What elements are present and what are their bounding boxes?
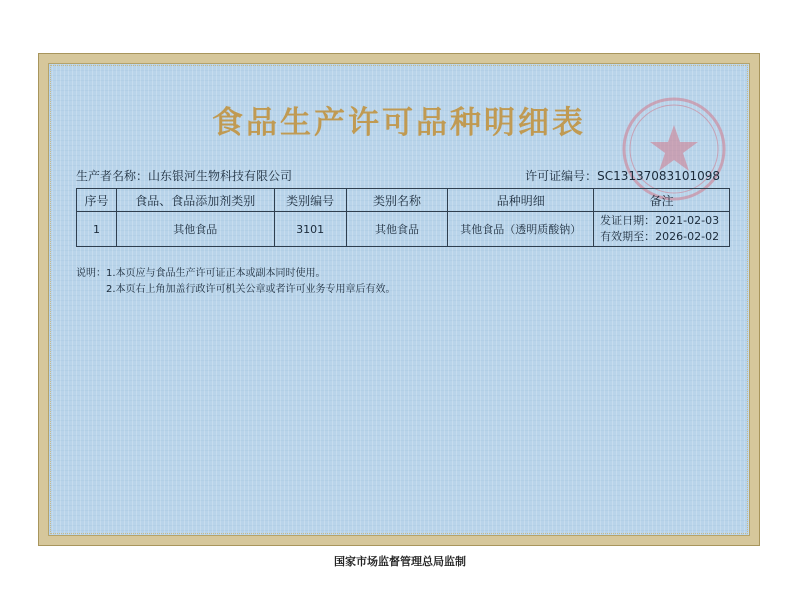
variety-table (76, 188, 730, 247)
column-header: 备注 (594, 189, 730, 212)
row-variety-detail: 其他食品（透明质酸钠） (448, 212, 594, 247)
license-number: SC13137083101098 (597, 169, 720, 183)
document-title: 食品生产许可品种明细表 (212, 105, 586, 141)
note-line-2: 2.本页右上角加盖行政许可机关公章或者许可业务专用章后有效。 (106, 284, 396, 295)
issue-date: 发证日期：2021-02-03 (600, 214, 720, 227)
producer-row (76, 167, 292, 184)
column-header: 品种明细 (448, 189, 594, 212)
notes (76, 266, 396, 298)
note-line-1: 说明：1.本页应与食品生产许可证正本或副本同时使用。 (76, 268, 326, 279)
table-header-row (77, 189, 730, 212)
certificate-frame (38, 53, 760, 546)
row-remark (594, 212, 730, 247)
license-label: 许可证编号： (525, 169, 598, 183)
valid-until-date: 有效期至：2026-02-02 (600, 230, 720, 243)
row-category-name: 其他食品 (346, 212, 448, 247)
column-header: 食品、食品添加剂类别 (116, 189, 274, 212)
red-seal-star-icon (620, 95, 728, 203)
column-header: 类别编号 (274, 189, 346, 212)
producer-name: 山东银河生物科技有限公司 (148, 169, 293, 183)
footer-issuer: 国家市场监督管理总局监制 (334, 555, 466, 568)
producer-label: 生产者名称： (76, 169, 149, 183)
row-category-code: 3101 (274, 212, 346, 247)
row-index: 1 (77, 212, 117, 247)
column-header: 序号 (77, 189, 117, 212)
license-row (525, 167, 720, 184)
table-row (77, 212, 730, 247)
column-header: 类别名称 (346, 189, 448, 212)
row-category: 其他食品 (116, 212, 274, 247)
